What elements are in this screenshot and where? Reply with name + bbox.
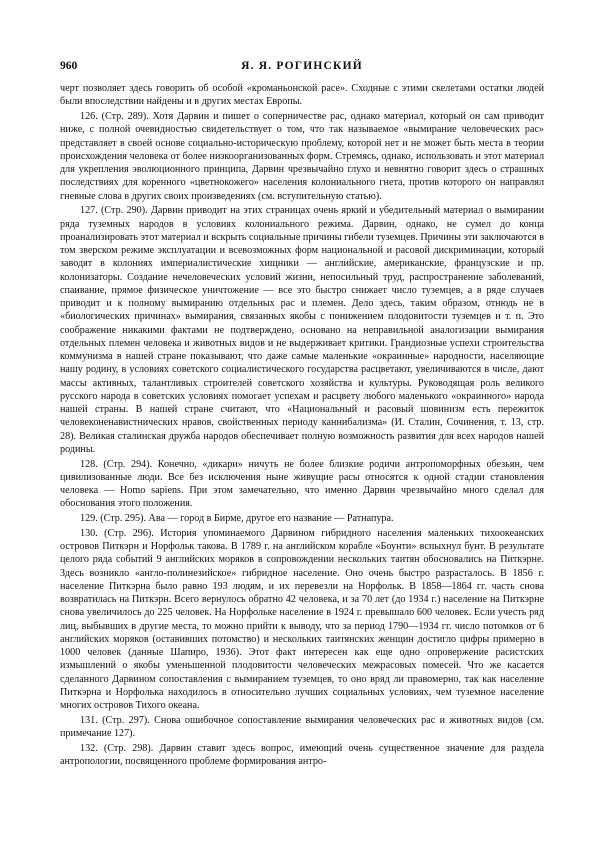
note-127: 127. (Стр. 290). Дарвин приводит на этих страницах очень яркий и убедительный материал о вымирании ряда туземных народов в условиях колониального режима. Дарвин, однако, не сумел до конца проанализировать этот материал и вскрыть социальные причины гибели туземцев. Причины эти заключаются в том зверском режиме эксплуатации и всевозможных форм национальной и расовой дискриминации, который заводят в колониях империалистические хищники — английские, американские, французские и пр. колонизаторы. Создание нечеловеческих условий жизни, непосильный труд, распространение заболеваний, спаивание, прямое физическое уничтожение — все это быстро снижает число туземцев, а в ряде случаев приводит и к полному вымиранию отдельных рас и племен. Дело здесь, таким образом, отнюдь не в «биологических причинах» вымирания, связанных якобы с понижением плодовитости туземцев и т. п. Это соображение никакими фактами не подтверждено, основано на неправильной аналогизации вымирания отдельных племен человека и животных видов и не выдерживает критики. Грандиозные успехи строительства коммунизма в нашей стране показывают, что даже самые маленькие «окраинные» народности, населяющие нашу родину, в условиях советского социалистического государства расцветают, увеличиваются в числе, дают массы активных, талантливых строителей советского хозяйства и культуры. Руководящая роль великого русского народа в советских условиях помогает успехам и расцвету любого маленького «окраинного» народа нашей страны. В нашей стране считают, что «Национальный и расовый шовинизм есть пережиток человеконенавистнических нравов, свойственных периоду каннибализма» (И. Сталин, Сочинения, т. 13, стр. 28). Великая сталинская дружба народов обеспечивает полную возможность развития для всех народов нашей родины. — [60, 205, 544, 455]
note-131: 131. (Стр. 297). Снова ошибочное сопоставление вымирания человеческих рас и животных видов (см. примечание 127). — [60, 714, 544, 739]
note-130: 130. (Стр. 296). История упоминаемого Дарвином гибридного населения маленьких тихоокеанских островов Питкэрн и Норфольк такова. В 1789 г. на английском корабле «Боунти» вспыхнул бунт. В результате целого ряда событий 9 английских моряков в сопровождении нескольких таитян обосновались на Питкэрне. Здесь возникло «англо-полинезийское» гибридное население. Оно очень быстро разрасталось. В 1856 г. население Питкэрна было равно 193 людям, и их перевезли на Норфольк. В 1858—1864 гг. часть снова возвратилась на Питкэрн. Всего вернулось обратно 42 человека, и за 70 лет (до 1934 г.) население на Питкэрне снова увеличилось до 225 человек. На Норфольке население в 1924 г. превышало 600 человек. Если учесть ряд лиц, выбывших в другие места, то можно прийти к выводу, что за период 1790—1934 гг. число потомков от 6 английских моряков (оставивших потомство) и нескольких таитянских женщин достигло цифры примерно в 1000 человек (данные Шапиро, 1936). Этот факт интересен как еще одно опровержение расистских измышлений о якобы уменьшенной плодовитости человеческих межрасовых помесей. Что же касается сделанного Дарвином сопоставления с вымиранием туземцев, то оно вряд ли правомерно, так как население Питкэрна и Норфолька находилось в относительно лучших социальных условиях, чем туземное население многих островов Тихого океана. — [60, 527, 544, 711]
note-126: 126. (Стр. 289). Хотя Дарвин и пишет о соперничестве рас, однако материал, который он сам приводит ниже, с полной очевидностью свидетельствует о том, что так называемое «вымирание человеческих рас» представляет в своей основе социально-историческую проблему, которой нет и не может быть места в теории происхождения человека от более низкоорганизованных форм. Стремясь, однако, использовать и этот материал для укрепления эволюционного принципа, Дарвин чрезвычайно глухо и невнятно говорит здесь о страшных последствиях для коренного «цветнокожего» населения колониального гнета, против которого он направлял гневные слова в других своих произведениях (см. вступительную статью). — [60, 111, 544, 202]
note-129: 129. (Стр. 295). Ава — город в Бирме, другое его название — Ратнапура. — [80, 513, 394, 524]
note-132: 132. (Стр. 298). Дарвин ставит здесь вопрос, имеющий очень существенное значение для раздела антропологии, посвященного проблеме формирования антро- — [60, 742, 544, 767]
paragraph-continuation: черт позволяет здесь говорить об особой «кроманьонской расе». Сходные с этими скелетами остатки людей были впоследствии найдены и в других местах Европы. — [60, 83, 544, 108]
page-header — [60, 60, 544, 76]
running-title: Я. Я. РОГИНСКИЙ — [241, 60, 363, 72]
note-128: 128. (Стр. 294). Конечно, «дикари» ничуть не более близкие родичи антропоморфных обезьян, чем цивилизованные люди. Все без исключения ныне живущие расы относятся к одной стадии становления человека — Homo sapiens. При этом замечательно, что именно Дарвин чрезвычайно много сделал для обоснования этого положения. — [60, 458, 544, 510]
page-number: 960 — [60, 60, 78, 72]
notes-body — [60, 82, 544, 770]
